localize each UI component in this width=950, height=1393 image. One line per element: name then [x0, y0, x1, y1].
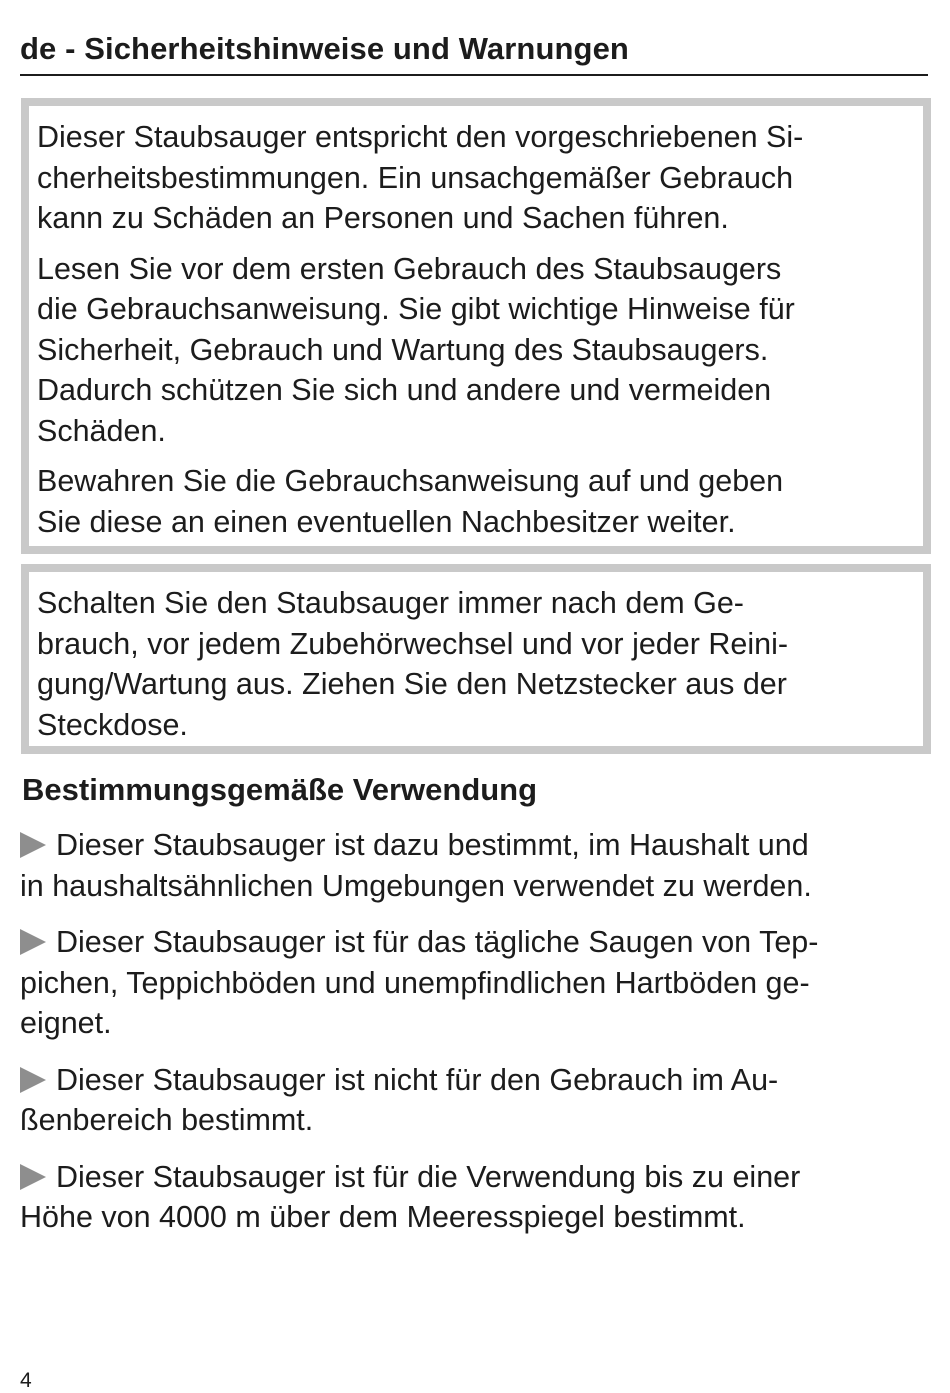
- notice-paragraph: Lesen Sie vor dem ersten Gebrauch des Staubsaugers die Gebrauchsanweisung. Sie gibt wichtige Hinweise für Sicherheit, Gebrauch und Wartung des Staubsaugers. Dadurch schützen Sie sich und andere und vermeiden Schäden.: [37, 251, 795, 448]
- intended-use-list: [20, 825, 930, 1254]
- page-title: de - Sicherheitshinweise und Warnungen: [20, 31, 629, 66]
- triangle-right-icon: [20, 929, 46, 955]
- list-item: [20, 825, 930, 906]
- triangle-right-icon: [20, 1067, 46, 1093]
- section-heading: Bestimmungsgemäße Verwendung: [22, 772, 538, 807]
- list-item-text: Dieser Staubsauger ist dazu bestimmt, im Haushalt und in haushaltsähnlichen Umgebungen verwendet zu werden.: [20, 828, 812, 903]
- list-item-text: Dieser Staubsauger ist für die Verwendung bis zu einer Höhe von 4000 m über dem Meeresspiegel bestimmt.: [20, 1159, 801, 1234]
- notice-paragraph: Bewahren Sie die Gebrauchsanweisung auf und geben Sie diese an einen eventuellen Nachbesitzer weiter.: [37, 464, 784, 539]
- safety-notice-box: [21, 98, 931, 554]
- page-number: 4: [20, 1369, 32, 1392]
- list-item: [20, 922, 930, 1044]
- list-item-text: Dieser Staubsauger ist nicht für den Gebrauch im Au- ßenbereich bestimmt.: [20, 1062, 779, 1137]
- list-item-text: Dieser Staubsauger ist für das tägliche Saugen von Tep- pichen, Teppichböden und unempfindlichen Hartböden ge- eignet.: [20, 925, 819, 1040]
- page-header: [20, 26, 928, 76]
- notice-paragraph: Dieser Staubsauger entspricht den vorgeschriebenen Si- cherheitsbestimmungen. Ein unsachgemäßer Gebrauch kann zu Schäden an Personen und Sachen führen.: [37, 120, 804, 235]
- triangle-right-icon: [20, 832, 46, 858]
- list-item: [20, 1060, 930, 1141]
- switch-off-notice-box: [21, 564, 931, 754]
- triangle-right-icon: [20, 1164, 46, 1190]
- list-item: [20, 1157, 930, 1238]
- notice-paragraph: Schalten Sie den Staubsauger immer nach dem Ge- brauch, vor jedem Zubehörwechsel und vor jeder Reini- gung/Wartung aus. Ziehen Sie den Netzstecker aus der Steckdose.: [37, 586, 789, 742]
